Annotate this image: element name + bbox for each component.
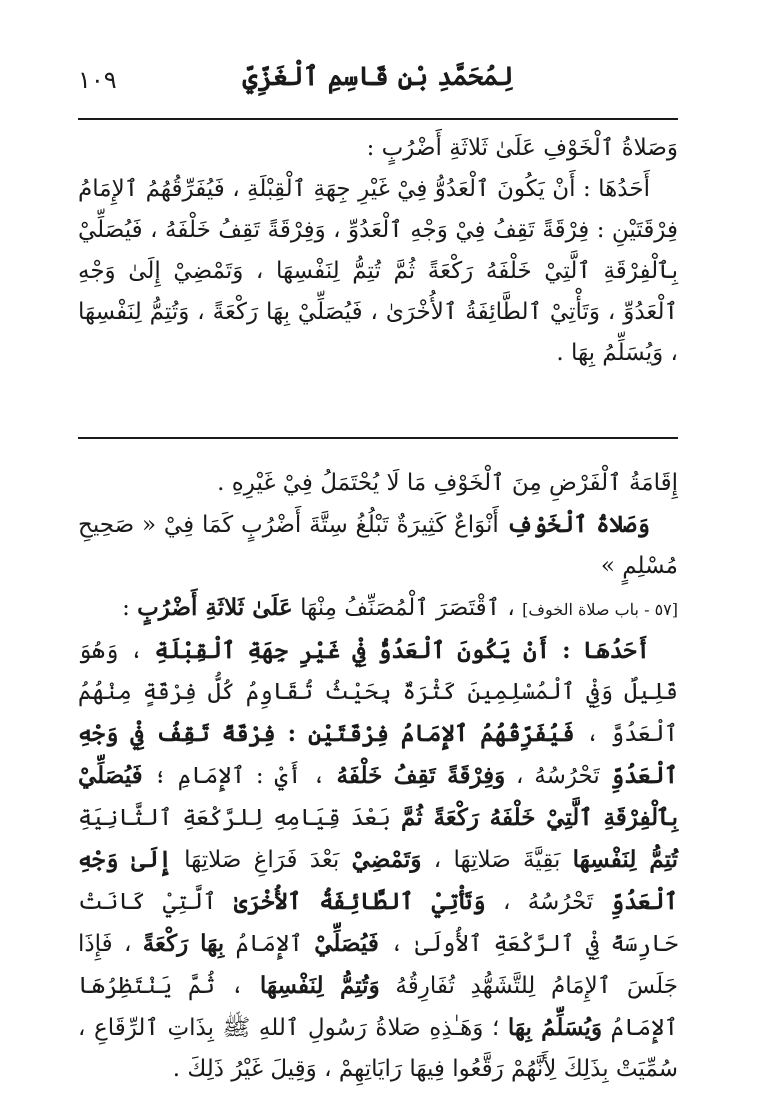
page-number: ١٠٩ [78, 66, 117, 94]
section-divider [78, 437, 678, 439]
sharh-p4-g: فَيُصَلِّيْ بِٱلْفِرْقَةِ ٱلَّتِيْ خَلْفَهُ رَكْعَةً ثُمَّ [78, 762, 678, 831]
sharh-p4-o: وَتَأْتِيْ ٱلطَّائِفَةُ ٱلأُخْرَىٰ [233, 888, 486, 915]
matn-intro: وَصَلاةُ ٱلْخَوْفِ عَلَىٰ ثَلاثَةِ أَضْرُبٍ : [366, 135, 678, 161]
sharh-p4-j: بَقِيَّةَ صَلاتِهَا ، [421, 847, 573, 873]
matn-block [78, 128, 678, 374]
sharh-p4-h: بَعْدَ قِيَامِهِ لِلرَّكْعَةِ ٱلثَّانِيَةِ [78, 805, 402, 831]
sharh-p2-bold: وَصَلاةُ ٱلْخَوْفِ [506, 511, 650, 538]
sharh-p3-end: : [122, 595, 138, 621]
sharh-p4-v: ، ثُمَّ يَنْتَظِرُهَا ٱلإِمَامُ [78, 973, 678, 1041]
sharh-p4-e: وَفِرْقَةً تَقِفُ خَلْفَهُ [336, 762, 506, 789]
sharh-p4-k: وَتَمْضِيْ [351, 846, 422, 873]
sharh-p4-s: بِهَا رَكْعَةً [142, 930, 225, 957]
sharh-p4-q: فَيُصَلِّيْ [314, 930, 379, 957]
sharh-paragraph-4 [78, 630, 678, 1090]
sharh-p4-b: ، وَهُوَ قَلِيلٌ وَفِيْ ٱلْمُسْلِمِينَ كَثْرَةٌ بِحَيْثُ تُقَاوِمُ كُلُّ فِرْقَةٍ مِنْهُمُ ٱلْعَدُوَّ ، [78, 638, 679, 747]
sharh-p4-a: أَحَدُهَا : أَنْ يَكُونَ ٱلْعَدُوُّ فِيْ غَيْرِ جِهَةِ ٱلْقِبْلَةِ [154, 637, 651, 664]
sharh-paragraph-3 [78, 587, 678, 630]
sharh-p4-f: ، أَيْ : ٱلإِمَامِ ؛ [142, 763, 337, 789]
sharh-p4-i: تُتِمُّ لِنَفْسِهَا [572, 846, 678, 873]
page-header [78, 58, 678, 106]
sharh-block [78, 463, 678, 1090]
sharh-p4-r: ٱلإِمَامُ [224, 931, 315, 957]
sharh-p4-x: ؛ وَهَـٰذِهِ صَلاةُ رَسُولِ ٱللهِ ﷺ بِذَاتِ ٱلرِّقَاعِ ، سُمِّيَتْ بِذَلِكَ لِأَنَّهُمْ رَقَّعُوا فِيهَا رَايَاتِهِمْ ، وَقِيلَ غَيْرُ ذَلِكَ . [78, 1015, 678, 1082]
sharh-p4-d: تَحْرُسُهُ ، [505, 763, 611, 789]
sharh-p4-c: فَيُفَرِّقُهُمُ ٱلإِمَامُ فِرْقَتَيْنِ : فِرْقَةً تَقِفُ فِيْ وَجْهِ ٱلْعَدُوِّ [78, 720, 678, 789]
sharh-p4-p: ٱلَّتِيْ كَانَتْ حَارِسَةً فِيْ ٱلرَّكْعَةِ ٱلأُولَىٰ ، [78, 889, 678, 957]
sharh-p2-rest: أَنْوَاعٌ كَثِيرَةٌ تَبْلُغُ سِتَّةَ أَضْرُبٍ كَمَا فِيْ « صَحِيحِ مُسْلِمٍ » [78, 512, 678, 579]
sharh-p4-m: إِلَىٰ وَجْهِ ٱلْعَدُوِّ [78, 846, 678, 915]
sharh-line-1: إِقَامَةُ ٱلْفَرْضِ مِنَ ٱلْخَوْفِ مَا لَا يُحْتَمَلُ فِيْ غَيْرِهِ . [217, 470, 678, 496]
sharh-p3-text: ، ٱقْتَصَرَ ٱلْمُصَنِّفُ مِنْهَا [292, 595, 523, 621]
sharh-p4-u: وَتُتِمُّ لِنَفْسِهَا [259, 972, 380, 999]
sharh-p4-l: بَعْدَ فَرَاغِ صَلاتِهَا [171, 847, 352, 873]
sharh-p3-bold: عَلَىٰ ثَلاثَةِ أَضْرُبٍ [137, 594, 293, 621]
sharh-p4-w: وَيُسَلِّمُ بِهَا [507, 1014, 603, 1041]
running-title: لِمُحَمَّدِ بْنِ قَاسِمِ ٱلْغَزِّيِّ [242, 62, 514, 92]
matn-body: أَحَدُهَا : أَنْ يَكُونَ ٱلْعَدُوُّ فِيْ غَيْرِ جِهَةِ ٱلْقِبْلَةِ ، فَيُفَرِّقُهُمُ ٱلإِمَامُ فِرْقَتَيْنِ : فِرْقَةً تَقِفُ فِيْ وَجْهِ ٱلْعَدُوِّ ، وَفِرْقَةً تَقِفُ خَلْفَهُ ، فَيُصَلِّيْ بِٱلْفِرْقَةِ ٱلَّتِيْ خَلْفَهُ رَكْعَةً ثُمَّ تُتِمُّ لِنَفْسِهَا ، وَتَمْضِيْ إِلَىٰ وَجْهِ ٱلْعَدُوِّ ، وَتَأْتِيْ ٱلطَّائِفَةُ ٱلأُخْرَىٰ ، فَيُصَلِّيْ بِهَا رَكْعَةً ، وَتُتِمُّ لِنَفْسِهَا ، وَيُسَلِّمُ بِهَا . [78, 176, 678, 366]
header-divider [78, 118, 678, 120]
sharh-p4-n: تَحْرُسُهُ ، [485, 889, 611, 915]
sharh-p4-t: ، فَإِذَا جَلَسَ ٱلإِمَامُ لِلتَّشَهُّدِ تُفَارِقُهُ [78, 931, 679, 999]
sharh-paragraph-2 [78, 504, 678, 587]
reference-note: [٥٧ - باب صلاة الخوف] [522, 600, 678, 619]
